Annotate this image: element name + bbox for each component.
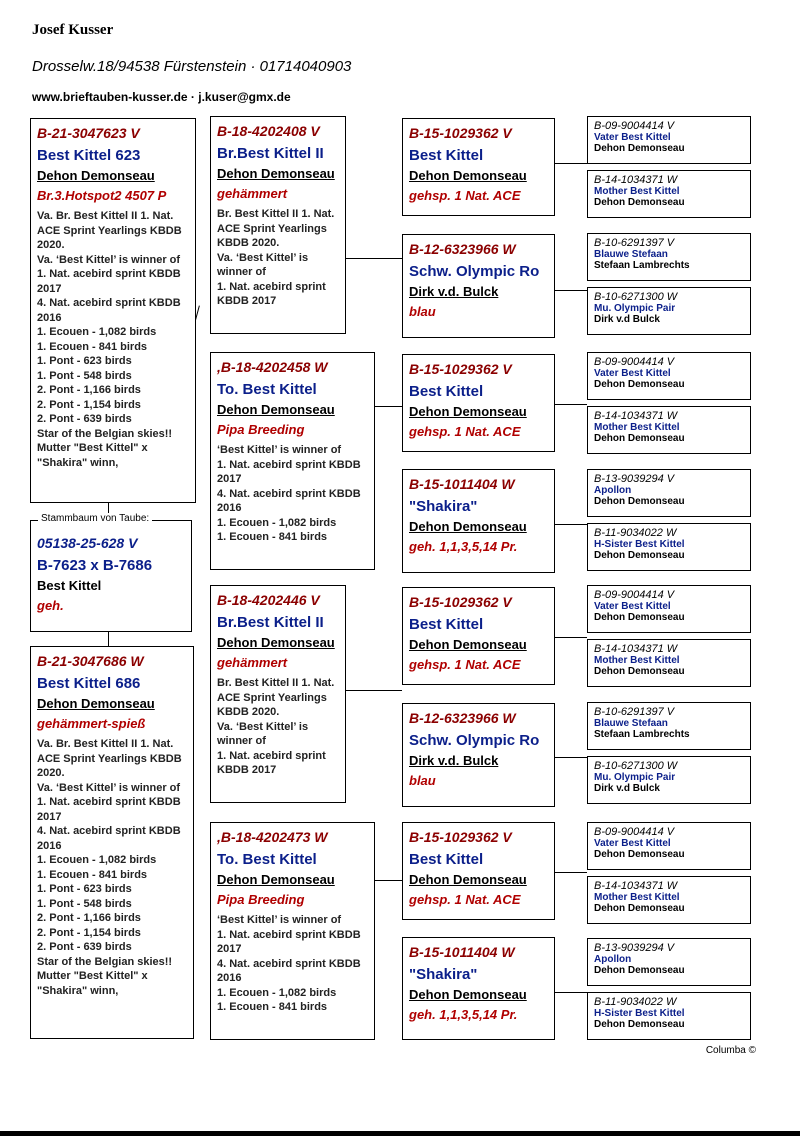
gen3-breeder: Dehon Demonseau [594,143,685,154]
gen2-ring: B-15-1011404 W [409,476,515,492]
gen3-breeder: Dehon Demonseau [594,903,685,914]
gen1-name: To. Best Kittel [217,851,317,868]
gen2-color: gehsp. 1 Nat. ACE [409,188,521,203]
gen3-ring: B-10-6271300 W [594,760,678,772]
gen3-ring: B-09-9004414 V [594,120,675,132]
gen3-ring: B-10-6291397 V [594,237,675,249]
gen2-ring: B-15-1029362 V [409,594,512,610]
gen2-breeder: Dirk v.d. Bulck [409,284,499,299]
gen3-ring: B-14-1034371 W [594,643,678,655]
gen3-breeder: Stefaan Lambrechts [594,729,690,740]
gen3-name: Mother Best Kittel [594,892,680,903]
gen1-breeder: Dehon Demonseau [217,635,335,650]
footer-brand: Columba © [705,1045,756,1056]
gen3-box[interactable] [587,992,751,1040]
father-color: Br.3.Hotspot2 4507 P [37,188,167,203]
connector-line [555,163,587,164]
subject-box[interactable] [30,520,192,632]
father-breeder: Dehon Demonseau [37,168,155,183]
gen3-box[interactable] [587,822,751,870]
connector-line [555,992,587,993]
gen3-name: H-Sister Best Kittel [594,1008,685,1019]
gen1-color: gehämmert [217,186,288,201]
gen3-name: Mother Best Kittel [594,655,680,666]
gen3-name: Vater Best Kittel [594,838,671,849]
gen3-breeder: Dehon Demonseau [594,379,685,390]
connector-line [555,637,587,638]
gen3-box[interactable] [587,639,751,687]
gen3-name: Apollon [594,485,632,496]
gen2-color: gehsp. 1 Nat. ACE [409,892,521,907]
subject-ring: 05138-25-628 V [37,535,138,551]
mother-color: gehämmert-spieß [37,716,146,731]
gen3-breeder: Dehon Demonseau [594,965,685,976]
gen2-color: geh. 1,1,3,5,14 Pr. [409,1007,518,1022]
connector-line [108,631,109,647]
gen1-name: Br.Best Kittel II [217,145,324,162]
gen2-ring: B-15-1011404 W [409,944,515,960]
gen1-box[interactable] [210,116,346,334]
connector-line [346,690,402,691]
gen3-ring: B-09-9004414 V [594,826,675,838]
gen3-ring: B-09-9004414 V [594,356,675,368]
gen3-name: Mother Best Kittel [594,186,680,197]
gen3-name: Mu. Olympic Pair [594,772,676,783]
gen2-color: blau [409,773,436,788]
gen2-ring: B-15-1029362 V [409,829,512,845]
gen1-box[interactable] [210,585,346,803]
bottom-bar [0,1131,800,1136]
gen2-name: Best Kittel [409,383,484,400]
gen2-box[interactable] [402,703,555,807]
gen3-name: Vater Best Kittel [594,601,671,612]
gen3-breeder: Dehon Demonseau [594,433,685,444]
gen3-breeder: Stefaan Lambrechts [594,260,690,271]
gen1-ring: B-18-4202408 V [217,123,320,139]
gen1-notes: ‘Best Kittel’ is winner of 1. Nat. acebird sprint KBDB 2017 4. Nat. acebird sprint KBDB 2016 1. Ecouen - 1,082 birds 1. Ecouen - 841 birds [217,444,361,543]
connector-line [555,290,587,291]
gen2-box[interactable] [402,354,555,452]
mother-name: Best Kittel 686 [37,675,141,692]
gen2-name: "Shakira" [409,966,478,983]
gen3-name: Apollon [594,954,632,965]
gen3-breeder: Dirk v.d Bulck [594,783,660,794]
gen3-breeder: Dehon Demonseau [594,197,685,208]
connector-line [375,880,402,881]
gen1-color: Pipa Breeding [217,892,305,907]
gen3-box[interactable] [587,287,751,335]
gen2-color: blau [409,304,436,319]
gen2-box[interactable] [402,469,555,573]
subject-label: Stammbaum von Taube: [38,513,152,524]
gen3-box[interactable] [587,116,751,164]
gen2-breeder: Dehon Demonseau [409,519,527,534]
gen3-breeder: Dirk v.d Bulck [594,314,660,325]
gen2-color: geh. 1,1,3,5,14 Pr. [409,539,518,554]
gen3-breeder: Dehon Demonseau [594,1019,685,1030]
gen3-ring: B-10-6271300 W [594,291,678,303]
gen3-ring: B-13-9039294 V [594,473,675,485]
gen3-name: Mother Best Kittel [594,422,680,433]
gen3-ring: B-13-9039294 V [594,942,675,954]
gen3-name: H-Sister Best Kittel [594,539,685,550]
gen2-name: Best Kittel [409,147,484,164]
gen3-box[interactable] [587,406,751,454]
gen1-box[interactable] [210,352,375,570]
connector-line [555,404,587,405]
mother-breeder: Dehon Demonseau [37,696,155,711]
gen1-color: gehämmert [217,655,288,670]
gen2-color: gehsp. 1 Nat. ACE [409,424,521,439]
gen3-ring: B-14-1034371 W [594,880,678,892]
gen3-breeder: Dehon Demonseau [594,550,685,561]
gen2-name: Best Kittel [409,851,484,868]
gen2-box[interactable] [402,822,555,920]
gen3-name: Mu. Olympic Pair [594,303,676,314]
gen3-name: Vater Best Kittel [594,368,671,379]
gen1-notes: Br. Best Kittel II 1. Nat. ACE Sprint Yearlings KBDB 2020. Va. ‘Best Kittel’ is winner of 1. Nat. acebird sprint KBDB 2017 [217,677,335,776]
gen3-box[interactable] [587,938,751,986]
gen2-box[interactable] [402,118,555,216]
subject-color: geh. [37,598,64,613]
owner-contact: www.brieftauben-kusser.de · j.kuser@gmx.de [32,90,291,104]
gen1-name: Br.Best Kittel II [217,614,324,631]
gen1-notes: Br. Best Kittel II 1. Nat. ACE Sprint Yearlings KBDB 2020. Va. ‘Best Kittel’ is winner of 1. Nat. acebird sprint KBDB 2017 [217,208,335,307]
gen2-breeder: Dehon Demonseau [409,168,527,183]
gen1-ring: B-18-4202446 V [217,592,320,608]
gen3-box[interactable] [587,469,751,517]
gen2-ring: B-12-6323966 W [409,241,516,257]
gen1-box[interactable] [210,822,375,1040]
gen3-box[interactable] [587,876,751,924]
gen1-ring: ,B-18-4202473 W [217,829,328,845]
father-ring: B-21-3047623 V [37,125,140,141]
gen3-breeder: Dehon Demonseau [594,849,685,860]
gen3-ring: B-10-6291397 V [594,706,675,718]
gen3-box[interactable] [587,352,751,400]
connector-line [555,524,587,525]
gen3-box[interactable] [587,233,751,281]
father-box[interactable] [30,118,196,503]
gen3-ring: B-09-9004414 V [594,589,675,601]
connector-line [375,406,402,407]
gen1-breeder: Dehon Demonseau [217,872,335,887]
gen2-box[interactable] [402,587,555,685]
gen3-box[interactable] [587,585,751,633]
mother-notes: Va. Br. Best Kittel II 1. Nat. ACE Sprint Yearlings KBDB 2020. Va. ‘Best Kittel’ is winner of 1. Nat. acebird sprint KBDB 2017 4. Nat. acebird sprint KBDB 2016 1. Ecouen - 1,082 birds 1. Ecouen - 841 birds 1. Pont - 623 birds 1. Pont - 548 birds 2. Pont - 1,166 birds 2. Pont - 1,154 birds 2. Pont - 639 birds Star of the Belgian skies!! Mutter "Best Kittel" x "Shakira" winn, [37,738,182,997]
gen3-ring: B-14-1034371 W [594,410,678,422]
gen2-box[interactable] [402,234,555,338]
gen1-breeder: Dehon Demonseau [217,402,335,417]
gen3-breeder: Dehon Demonseau [594,666,685,677]
gen3-breeder: Dehon Demonseau [594,496,685,507]
gen2-ring: B-15-1029362 V [409,125,512,141]
connector-line [555,757,587,758]
father-notes: Va. Br. Best Kittel II 1. Nat. ACE Sprint Yearlings KBDB 2020. Va. ‘Best Kittel’ is winner of 1. Nat. acebird sprint KBDB 2017 4. Nat. acebird sprint KBDB 2016 1. Ecouen - 1,082 birds 1. Ecouen - 841 birds 1. Pont - 623 birds 1. Pont - 548 birds 2. Pont - 1,166 birds 2. Pont - 1,154 birds 2. Pont - 639 birds Star of the Belgian skies!! Mutter "Best Kittel" x "Shakira" winn, [37,210,182,469]
gen2-breeder: Dirk v.d. Bulck [409,753,499,768]
father-name: Best Kittel 623 [37,147,141,164]
connector-line [555,872,587,873]
owner-address: Drosselw.18/94538 Fürstenstein · 01714040903 [32,58,352,75]
mother-box[interactable] [30,646,194,1039]
gen1-breeder: Dehon Demonseau [217,166,335,181]
subject-name: B-7623 x B-7686 [37,557,153,574]
gen3-breeder: Dehon Demonseau [594,612,685,623]
gen3-name: Blauwe Stefaan [594,249,668,260]
gen3-name: Vater Best Kittel [594,132,671,143]
gen1-notes: ‘Best Kittel’ is winner of 1. Nat. acebird sprint KBDB 2017 4. Nat. acebird sprint KBDB 2016 1. Ecouen - 1,082 birds 1. Ecouen - 841 birds [217,914,361,1013]
gen2-name: Schw. Olympic Ro [409,263,540,280]
gen2-box[interactable] [402,937,555,1040]
gen1-ring: ,B-18-4202458 W [217,359,328,375]
gen3-box[interactable] [587,756,751,804]
gen3-box[interactable] [587,523,751,571]
gen3-box[interactable] [587,702,751,750]
gen2-color: gehsp. 1 Nat. ACE [409,657,521,672]
gen2-breeder: Dehon Demonseau [409,872,527,887]
gen3-ring: B-11-9034022 W [594,996,677,1008]
gen2-ring: B-15-1029362 V [409,361,512,377]
gen2-breeder: Dehon Demonseau [409,637,527,652]
gen1-name: To. Best Kittel [217,381,317,398]
gen3-box[interactable] [587,170,751,218]
owner-name: Josef Kusser [32,22,114,38]
gen2-breeder: Dehon Demonseau [409,404,527,419]
gen2-name: Schw. Olympic Ro [409,732,540,749]
gen3-ring: B-11-9034022 W [594,527,677,539]
gen2-breeder: Dehon Demonseau [409,987,527,1002]
gen1-color: Pipa Breeding [217,422,305,437]
gen3-ring: B-14-1034371 W [594,174,678,186]
gen2-name: "Shakira" [409,498,478,515]
mother-ring: B-21-3047686 W [37,653,144,669]
connector-line [346,258,402,259]
gen2-name: Best Kittel [409,616,484,633]
subject-breeder: Best Kittel [37,578,102,593]
gen2-ring: B-12-6323966 W [409,710,516,726]
gen3-name: Blauwe Stefaan [594,718,668,729]
